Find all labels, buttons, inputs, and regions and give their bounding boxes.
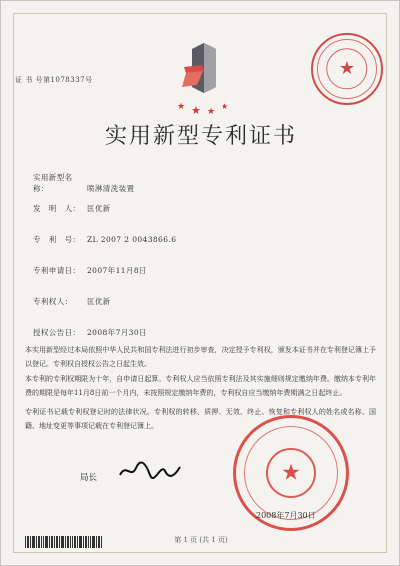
sipo-logo-icon — [169, 41, 239, 119]
svg-text:★: ★ — [221, 102, 229, 111]
field-application-date — [33, 265, 147, 276]
field-label: 专利申请日： — [33, 266, 81, 275]
field-value: 匡优新 — [87, 204, 111, 213]
page-number: 第 1 页 (共 1 页) — [174, 536, 228, 544]
body-paragraph: 专利证书记载专利权登记时的法律状况。专利权的转移、质押、无效、终止、恢复和专利权人的姓名或名称、国籍、地址变更等事项记载在专利登记簿上。 — [25, 408, 376, 430]
signature-icon — [116, 461, 186, 481]
field-invention-name — [33, 172, 134, 194]
field-label: 实用新型名称： — [33, 173, 73, 193]
field-patent-number — [33, 234, 176, 245]
field-patentee — [33, 296, 111, 307]
stamp-date: 2008年7月30日 — [256, 511, 316, 520]
body-paragraph: 本专利的专利权期限为十年，自申请日起算。专利权人应当依照专利法及其实施细则规定缴纳年费。缴纳本专利年费的期限是每年11月8日前一个月内，未按照规定缴纳年费的，专利权自应当缴纳年费期满之日起终止。 — [25, 375, 376, 397]
field-value: 喷淋清洗装置 — [87, 184, 135, 193]
field-value: 2008年7月30日 — [87, 328, 147, 337]
certificate-number: 证 书 号第1078337号 — [15, 76, 93, 84]
body-paragraph: 本实用新型经过本局依照中华人民共和国专利法进行初步审查，决定授予专利权，颁发本证书并在专利登记簿上予以登记。专利权自授权公告之日起生效。 — [25, 346, 376, 368]
top-right-seal-icon: ★ — [311, 33, 383, 105]
svg-text:★: ★ — [191, 104, 201, 117]
field-label: 发 明 人： — [33, 204, 81, 213]
field-label: 专 利 号： — [33, 235, 81, 244]
field-value: 2007年11月8日 — [87, 266, 147, 275]
page-title: 实用新型专利证书 — [104, 124, 297, 149]
field-label: 专利权人： — [33, 297, 73, 306]
svg-text:★: ★ — [177, 102, 186, 112]
signer-title: 局长 — [80, 473, 98, 483]
barcode-icon — [25, 536, 135, 548]
field-inventor — [33, 203, 111, 214]
official-seal-icon: ★ — [233, 415, 349, 531]
field-label: 授权公告日： — [33, 328, 81, 337]
field-authorization-date — [33, 327, 147, 338]
field-value: 匡优新 — [87, 297, 111, 306]
field-value: ZL 2007 2 0043866.6 — [87, 235, 177, 244]
svg-text:★: ★ — [207, 107, 216, 117]
